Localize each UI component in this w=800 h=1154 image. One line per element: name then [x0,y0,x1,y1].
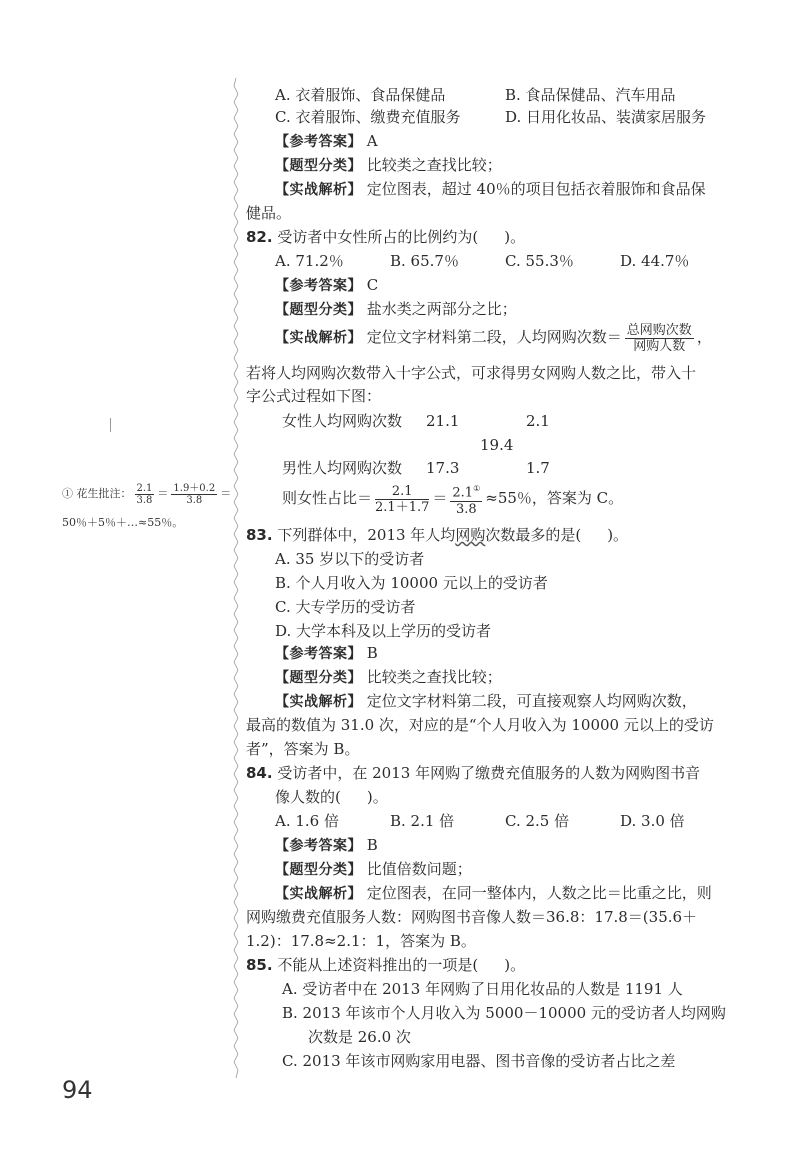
frac-denominator: 3.8 [186,494,203,506]
q82-stem-end: )。 [504,228,526,246]
q84-option-d: D. 3.0 倍 [620,812,685,830]
q83-answer-row [275,642,378,665]
q83-option-b: B. 个人月收入为 10000 元以上的受访者 [275,574,548,592]
q81-option-c: C. 衣着服饰、缴费充值服务 [275,108,461,126]
q85-option-b-line2: 次数是 26.0 次 [308,1028,411,1046]
q82-result-suffix: ≈55％，答案为 C。 [485,489,624,507]
frac-numerator: 1.9＋0.2 [173,482,216,494]
q82-category-row [275,298,517,321]
q84-option-a: A. 1.6 倍 [275,812,339,830]
q82-answer-row [275,274,378,297]
frac-numerator: 2.1 [375,484,429,500]
frac-denominator: 2.1＋1.7 [375,499,430,515]
q82-result-row [282,480,623,517]
q83-number: 83. [246,526,273,544]
frac-numerator-value: 2.1 [452,485,474,501]
q82-analysis-line3: 字公式过程如下图： [246,387,382,405]
q82-number: 82. [246,228,273,246]
cross-female-label: 女性人均网购次数 [282,412,403,430]
category-tag: 【题型分类】 [275,862,362,878]
frac-numerator: 2.1 [136,482,153,494]
side-note-label: ① 花生批注： [62,487,132,500]
q83-category-row [275,666,502,689]
q83-stem-emphasis: 网购 [455,526,486,544]
q85-option-a: A. 受访者中在 2013 年网购了日用化妆品的人数是 1191 人 [282,980,683,998]
q82-option-a: A. 71.2％ [275,252,344,270]
analysis-tag: 【实战解析】 [275,694,362,710]
q82-result-prefix: 则女性占比＝ [282,489,373,507]
answer-tag: 【参考答案】 [275,134,362,150]
q85-number: 85. [246,956,273,974]
side-note-eq1: ＝ [157,487,169,500]
q84-answer-row [275,834,378,857]
q84-category: 比值倍数问题； [366,860,472,878]
q84-stem-end: )。 [366,788,388,806]
q81-category: 比较类之查找比较； [366,156,502,174]
q85-stem [246,954,525,976]
q83-option-c: C. 大专学历的受访者 [275,598,416,616]
q82-option-c: C. 55.3％ [505,252,574,270]
side-note-line1 [62,482,231,506]
q83-stem-b: 次数最多的是( [485,526,582,544]
cross-male-diff: 1.7 [526,459,550,477]
q84-analysis-line3: 1.2)：17.8≈2.1：1，答案为 B。 [246,932,476,950]
q83-stem-end: )。 [607,526,629,544]
answer-tag: 【参考答案】 [275,278,362,294]
margin-divider-line [231,78,241,1078]
cross-center-value: 19.4 [480,436,514,454]
category-tag: 【题型分类】 [275,670,362,686]
category-tag: 【题型分类】 [275,158,362,174]
q84-analysis-line1: 定位图表，在同一整体内，人数之比＝比重之比，则 [366,884,712,902]
q81-option-b: B. 食品保健品、汽车用品 [505,86,676,104]
q81-option-d: D. 日用化妆品、装潢家居服务 [505,108,707,126]
q81-answer: A [366,132,378,150]
q83-analysis-line2: 最高的数值为 31.0 次，对应的是“个人月收入为 10000 元以上的受访 [246,716,714,734]
q84-number: 84. [246,764,273,782]
q83-answer: B [366,644,378,662]
q83-stem-a: 下列群体中，2013 年人均 [277,526,456,544]
q84-stem-line2-text: 像人数的( [275,788,341,806]
footnote-marker: ① [473,484,481,494]
frac-denominator: 3.8 [136,494,153,506]
q85-option-b-line1: B. 2013 年该市个人月收入为 5000－10000 元的受访者人均网购 [282,1004,726,1022]
q82-stem [246,226,525,248]
q83-analysis-line3: 者”，答案为 B。 [246,740,360,758]
q82-answer: C [366,276,379,294]
q84-analysis-row [275,882,712,905]
cross-male-label: 男性人均网购次数 [282,459,403,477]
q84-stem-line2 [275,786,388,808]
q82-analysis-fraction [625,323,694,354]
page-number: 94 [62,1076,93,1104]
frac-numerator [450,481,482,501]
analysis-tag: 【实战解析】 [275,330,362,346]
q84-answer: B [366,836,378,854]
q83-analysis-line1: 定位文字材料第二段，可直接观察人均网购次数， [366,692,697,710]
side-note-fraction-2 [171,483,217,506]
side-note-fraction-1 [135,483,155,506]
q81-option-a: A. 衣着服饰、食品保健品 [275,86,446,104]
q82-option-d: D. 44.7％ [620,252,690,270]
frac-denominator: 3.8 [455,501,477,517]
q82-analysis-row [275,322,712,354]
cross-female-diff: 2.1 [526,412,550,430]
q85-stem-text: 不能从上述资料推出的一项是( [277,956,479,974]
side-note-line2: 50％＋5％＋…≈55％。 [62,516,184,529]
q81-answer-row [275,130,378,153]
q84-stem-line1 [246,762,700,784]
q84-option-c: C. 2.5 倍 [505,812,570,830]
q83-category: 比较类之查找比较； [366,668,502,686]
q84-analysis-line2: 网购缴费充值服务人数：网购图书音像人数＝36.8：17.8＝(35.6＋ [246,908,698,926]
margin-tick-mark [110,418,111,432]
q85-option-c: C. 2013 年该市网购家用电器、图书音像的受访者占比之差 [282,1052,676,1070]
analysis-tag: 【实战解析】 [275,886,362,902]
q81-category-row [275,154,502,177]
cross-male-value: 17.3 [426,459,460,477]
q84-option-b: B. 2.1 倍 [390,812,455,830]
q83-option-a: A. 35 岁以下的受访者 [275,550,425,568]
q82-analysis-prefix: 定位文字材料第二段，人均网购次数＝ [366,328,622,346]
q82-category: 盐水类之两部分之比； [366,300,517,318]
q82-option-b: B. 65.7％ [390,252,459,270]
side-note-eq2: ＝ [220,487,232,500]
q82-analysis-suffix: ， [696,328,712,346]
cross-female-value: 21.1 [426,412,460,430]
frac-numerator: 总网购次数 [626,322,692,338]
q84-stem-text: 受访者中，在 2013 年网购了缴费充值服务的人数为网购图书音 [277,764,701,782]
q83-analysis-row [275,690,697,713]
analysis-tag: 【实战解析】 [275,182,362,198]
q81-analysis-line1: 定位图表，超过 40％的项目包括衣着服饰和食品保 [366,180,706,198]
q82-result-fraction-2 [450,481,482,516]
q82-analysis-line2: 若将人均网购次数带入十字公式，可求得男女网购人数之比，带入十 [246,364,697,382]
q82-stem-text: 受访者中女性所占的比例约为( [277,228,479,246]
answer-tag: 【参考答案】 [275,646,362,662]
frac-denominator: 网购人数 [633,338,686,354]
q85-stem-end: )。 [504,956,526,974]
q83-stem [246,524,628,546]
category-tag: 【题型分类】 [275,302,362,318]
q81-analysis-row [275,178,706,201]
answer-tag: 【参考答案】 [275,838,362,854]
q82-result-eq: ＝ [432,489,448,507]
q84-category-row [275,858,472,881]
q82-result-fraction-1 [375,484,429,515]
q83-option-d: D. 大学本科及以上学历的受访者 [275,622,492,640]
q81-analysis-line2: 健品。 [246,204,292,222]
